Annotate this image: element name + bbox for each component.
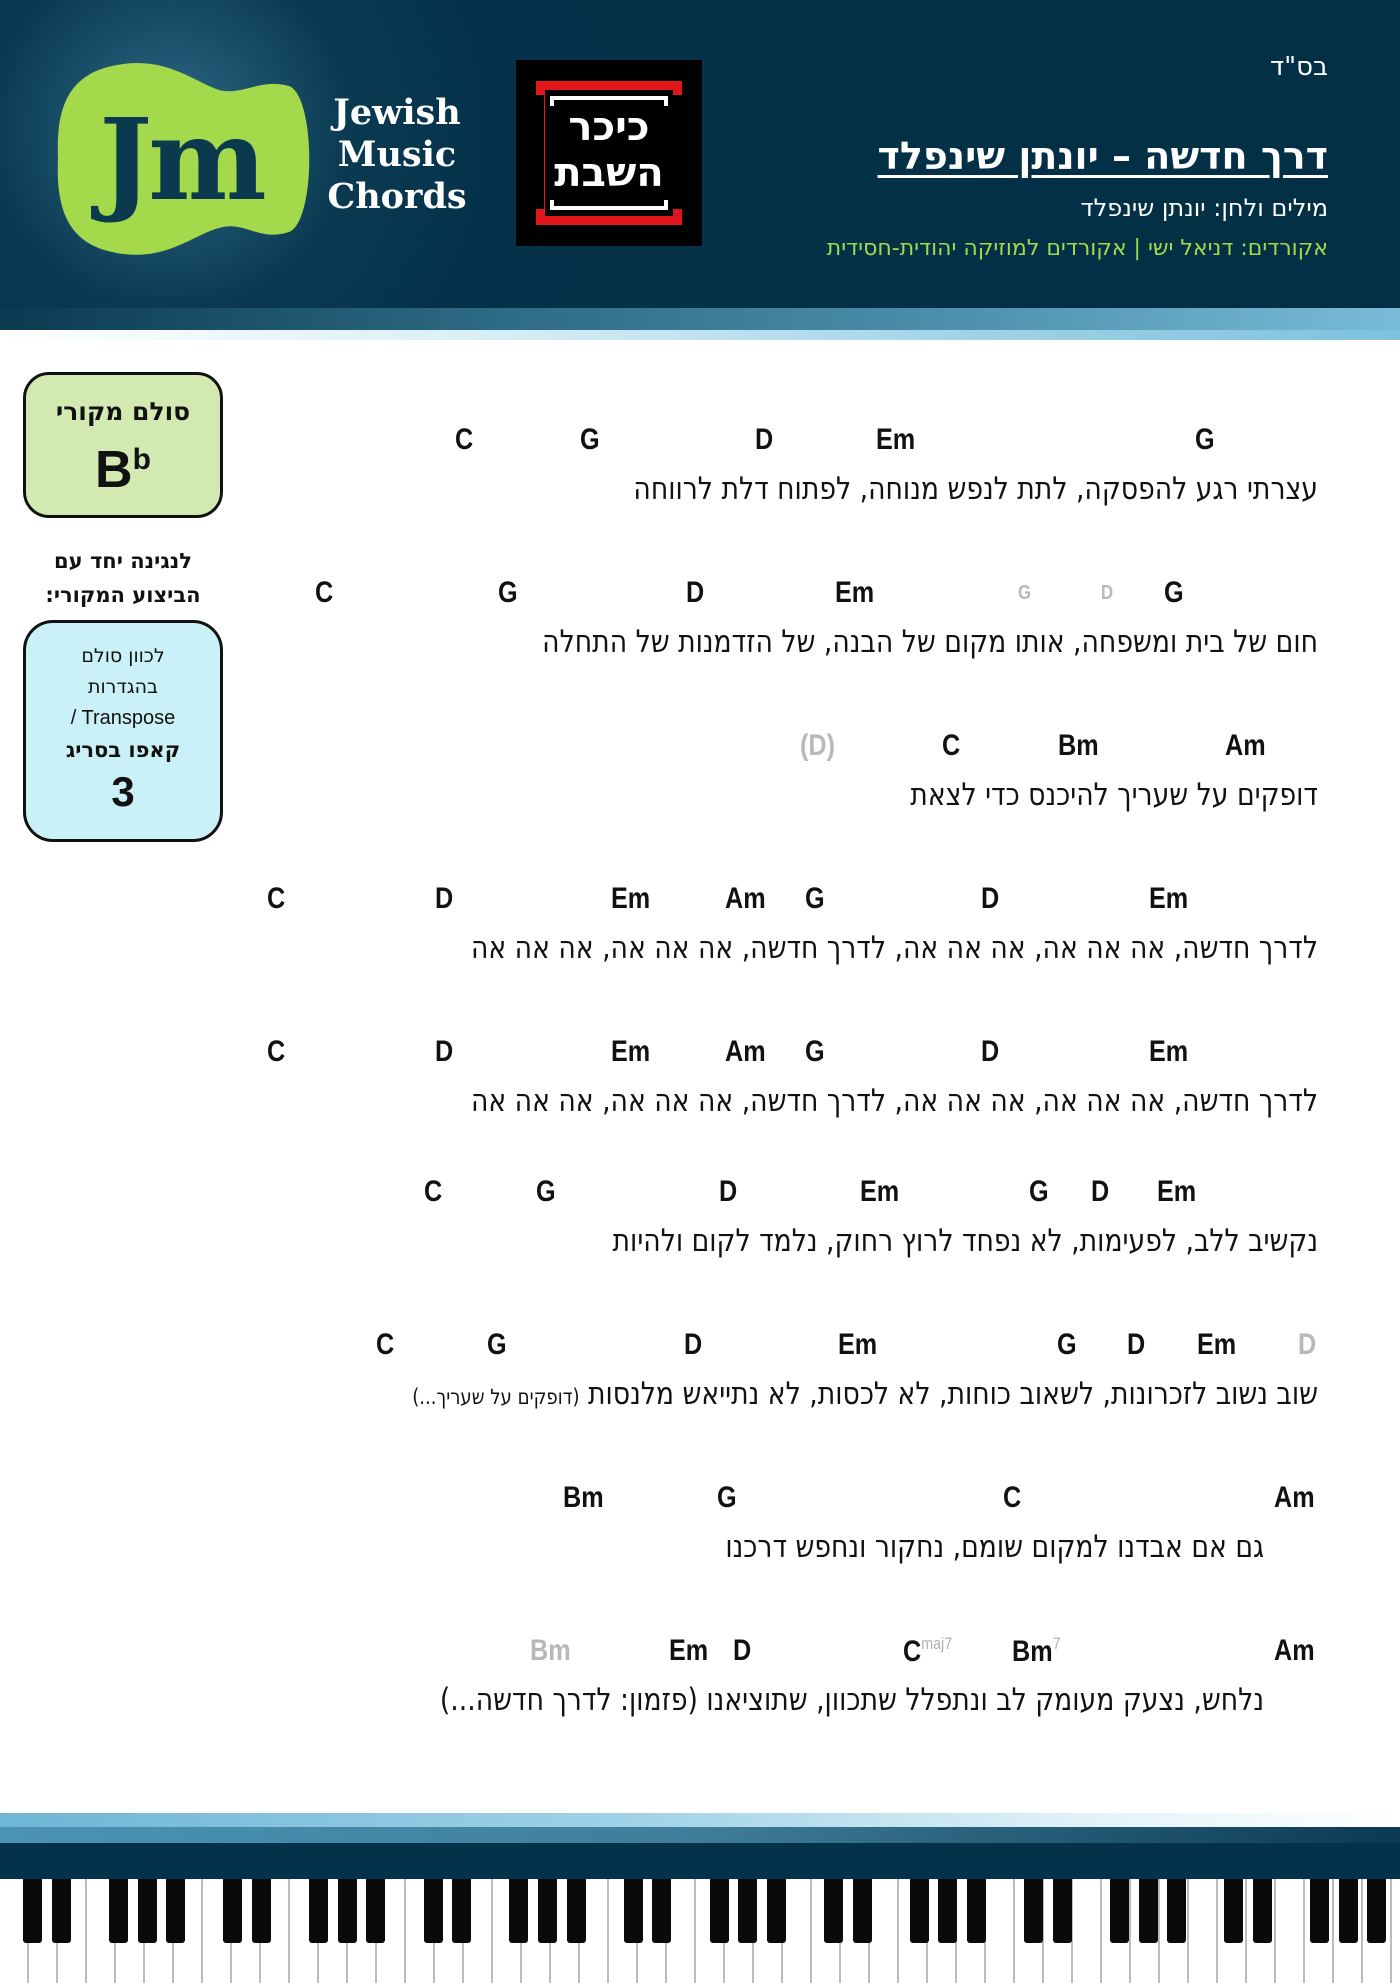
chord-row bbox=[0, 729, 1400, 775]
chord-symbol: D bbox=[1091, 1175, 1110, 1208]
chord-symbol: D bbox=[733, 1634, 752, 1667]
song-line bbox=[0, 882, 1400, 982]
chord-symbol: D bbox=[719, 1175, 738, 1208]
chord-symbol: (D) bbox=[800, 729, 835, 762]
chord-symbol: C bbox=[424, 1175, 443, 1208]
chord-symbol: Bm bbox=[530, 1634, 571, 1667]
chord-extension: maj7 bbox=[921, 1634, 953, 1653]
page-header bbox=[0, 0, 1400, 308]
chord-symbol: C bbox=[376, 1328, 395, 1361]
lyric-line: עצרתי רגע להפסקה, לתת לנפש מנוחה, לפתוח דלת לרווחה bbox=[633, 471, 1318, 507]
chord-symbol: Am bbox=[1274, 1481, 1315, 1514]
chord-symbol: Em bbox=[1149, 882, 1189, 915]
piano-black-key bbox=[1253, 1879, 1272, 1943]
piano-black-key bbox=[567, 1879, 586, 1943]
piano-black-key bbox=[1167, 1879, 1186, 1943]
piano-black-key bbox=[424, 1879, 443, 1943]
piano-black-key bbox=[452, 1879, 471, 1943]
chord-extension: 7 bbox=[1052, 1634, 1061, 1653]
piano-black-key bbox=[1339, 1879, 1358, 1943]
piano-black-key bbox=[767, 1879, 786, 1943]
chord-symbol: D bbox=[684, 1328, 703, 1361]
chord-symbol: G bbox=[1029, 1175, 1049, 1208]
song-title: דרך חדשה – יונתן שינפלד bbox=[877, 134, 1328, 178]
chord-symbol: D bbox=[1298, 1328, 1317, 1361]
chord-row bbox=[0, 882, 1400, 928]
original-key-label: סולם מקורי bbox=[55, 397, 191, 426]
chord-symbol: Em bbox=[669, 1634, 709, 1667]
chord-symbol: Em bbox=[611, 882, 651, 915]
piano-black-key bbox=[166, 1879, 185, 1943]
chord-row bbox=[0, 423, 1400, 469]
chord-symbol: C bbox=[1003, 1481, 1022, 1514]
chord-row bbox=[0, 1634, 1400, 1680]
chord-symbol: Bm bbox=[563, 1481, 604, 1514]
piano-black-key bbox=[910, 1879, 929, 1943]
kikar-logo-text: כיכר השבת bbox=[554, 104, 664, 196]
footer-gradient-band bbox=[0, 1827, 1400, 1843]
capo-label: קאפו בסריג bbox=[65, 738, 181, 762]
chord-row bbox=[0, 576, 1400, 622]
lyric-line: דופקים על שעריך להיכנס כדי לצאת bbox=[910, 777, 1318, 813]
chord-symbol: C bbox=[455, 423, 474, 456]
header-gradient-band-light bbox=[0, 330, 1400, 340]
piano-black-key bbox=[23, 1879, 42, 1943]
piano-black-key bbox=[967, 1879, 986, 1943]
lyric-line: שוב נשוב לזכרונות, לשאוב כוחות, לא לכסות, לא נתייאש מלנסות (דופקים על שעריך...) bbox=[412, 1376, 1318, 1412]
chord-symbol: G bbox=[498, 576, 518, 609]
piano-black-key bbox=[853, 1879, 872, 1943]
chord-row bbox=[0, 1328, 1400, 1374]
lyric-line: נקשיב ללב, לפעימות, לא נפחד לרוץ רחוק, נלמד לקום ולהיות bbox=[612, 1223, 1318, 1259]
piano-black-key bbox=[738, 1879, 757, 1943]
chord-symbol: C bbox=[267, 1035, 286, 1068]
piano-black-key bbox=[1110, 1879, 1129, 1943]
piano-black-key bbox=[309, 1879, 328, 1943]
chord-symbol: Em bbox=[876, 423, 916, 456]
piano-black-key bbox=[652, 1879, 671, 1943]
chord-symbol: Am bbox=[725, 882, 766, 915]
chord-symbol: C bbox=[267, 882, 286, 915]
piano-black-key bbox=[824, 1879, 843, 1943]
chord-symbol: G bbox=[1018, 582, 1032, 604]
chord-symbol: G bbox=[805, 882, 825, 915]
piano-black-key bbox=[252, 1879, 271, 1943]
chord-symbol: G bbox=[487, 1328, 507, 1361]
chord-symbol: D bbox=[1101, 582, 1114, 604]
lyric-line: חום של בית ומשפחה, אותו מקום של הבנה, של הזדמנות של התחלה bbox=[542, 624, 1318, 660]
chord-symbol: D bbox=[435, 1035, 454, 1068]
song-line bbox=[0, 423, 1400, 523]
piano-black-key bbox=[1224, 1879, 1243, 1943]
kikar-hashabat-logo bbox=[516, 60, 702, 246]
lyric-line: לדרך חדשה, אה אה אה, אה אה אה, לדרך חדשה, אה אה אה, אה אה אה bbox=[470, 1083, 1319, 1119]
chord-symbol: Am bbox=[725, 1035, 766, 1068]
chord-symbol: $C^{maj7}$ bbox=[903, 1634, 953, 1668]
footer-gradient-band-light bbox=[0, 1813, 1400, 1827]
lyric-note: (דופקים על שעריך...) bbox=[412, 1385, 580, 1409]
song-line bbox=[0, 1634, 1400, 1734]
chord-symbol: Em bbox=[838, 1328, 878, 1361]
chord-row bbox=[0, 1035, 1400, 1081]
song-line bbox=[0, 576, 1400, 676]
chord-symbol: Em bbox=[611, 1035, 651, 1068]
piano-black-key bbox=[509, 1879, 528, 1943]
song-line bbox=[0, 1035, 1400, 1135]
chord-symbol: Em bbox=[860, 1175, 900, 1208]
lyric-line: נלחש, נצעק מעומק לב ונתפלל שתכוון, שתוציאנו (פזמון: לדרך חדשה...) bbox=[439, 1682, 1264, 1718]
chord-symbol: G bbox=[536, 1175, 556, 1208]
piano-black-key bbox=[366, 1879, 385, 1943]
song-line bbox=[0, 1481, 1400, 1581]
piano-black-key bbox=[1367, 1879, 1386, 1943]
chord-symbol: D bbox=[981, 1035, 1000, 1068]
chord-symbol: G bbox=[1057, 1328, 1077, 1361]
chord-symbol: G bbox=[717, 1481, 737, 1514]
piano-keyboard-decoration bbox=[0, 1879, 1400, 1983]
chord-symbol: D bbox=[1127, 1328, 1146, 1361]
chord-row bbox=[0, 1175, 1400, 1221]
piano-black-key bbox=[223, 1879, 242, 1943]
piano-black-key bbox=[338, 1879, 357, 1943]
piano-black-key bbox=[109, 1879, 128, 1943]
chord-symbol: Bm$^7$ bbox=[1012, 1634, 1061, 1668]
flat-accidental: b bbox=[132, 443, 151, 476]
chord-symbol: Am bbox=[1225, 729, 1266, 762]
playalong-heading: לנגינה יחד עם הביצוע המקורי: bbox=[45, 549, 201, 607]
song-line bbox=[0, 1175, 1400, 1275]
song-line bbox=[0, 1328, 1400, 1428]
chord-symbol: G bbox=[805, 1035, 825, 1068]
song-credits: מילים ולחן: יונתן שינפלד bbox=[1080, 194, 1328, 222]
header-gradient-band bbox=[0, 308, 1400, 330]
chord-symbol: Am bbox=[1274, 1634, 1315, 1667]
piano-black-key bbox=[624, 1879, 643, 1943]
piano-black-key bbox=[1139, 1879, 1158, 1943]
piano-black-key bbox=[938, 1879, 957, 1943]
brand-name: Jewish Music Chords bbox=[327, 92, 467, 217]
chord-symbol: D bbox=[981, 882, 1000, 915]
chord-symbol: D bbox=[755, 423, 774, 456]
jm-monogram: Jm bbox=[99, 94, 263, 226]
capo-fret-value: 3 bbox=[111, 768, 135, 815]
chord-symbol: D bbox=[686, 576, 705, 609]
piano-black-key bbox=[1310, 1879, 1329, 1943]
piano-black-key bbox=[710, 1879, 729, 1943]
chord-symbol: D bbox=[435, 882, 454, 915]
chord-symbol: Em bbox=[835, 576, 875, 609]
chord-symbol: C bbox=[942, 729, 961, 762]
piano-black-key bbox=[1024, 1879, 1043, 1943]
chord-symbol: Em bbox=[1197, 1328, 1237, 1361]
original-key-value: $B^b$ bbox=[95, 441, 151, 499]
piano-black-key bbox=[538, 1879, 557, 1943]
chord-symbol: Em bbox=[1149, 1035, 1189, 1068]
chord-row bbox=[0, 1481, 1400, 1527]
piano-black-key bbox=[1053, 1879, 1072, 1943]
chord-symbol: G bbox=[580, 423, 600, 456]
chord-symbol: Em bbox=[1157, 1175, 1197, 1208]
piano-black-key bbox=[138, 1879, 157, 1943]
chord-symbol: Bm bbox=[1058, 729, 1099, 762]
song-line bbox=[0, 729, 1400, 829]
footer-dark-bar bbox=[0, 1843, 1400, 1879]
piano-black-key bbox=[52, 1879, 71, 1943]
chord-symbol: C bbox=[315, 576, 334, 609]
jewish-music-chords-logo bbox=[54, 52, 314, 262]
chord-symbol: G bbox=[1195, 423, 1215, 456]
lyric-line: גם אם אבדנו למקום שומם, נחקור ונחפש דרכנו bbox=[725, 1529, 1264, 1565]
lyric-line: לדרך חדשה, אה אה אה, אה אה אה, לדרך חדשה, אה אה אה, אה אה אה bbox=[470, 930, 1319, 966]
capo-box: לכוון סולם בהגדרות / Transpose קאפו בסריג 3 bbox=[23, 620, 223, 842]
chord-symbol: G bbox=[1164, 576, 1184, 609]
chords-credit: אקורדים: דניאל ישי | אקורדים למוזיקה יהודית-חסידית bbox=[826, 236, 1328, 261]
bsd-mark: בס"ד bbox=[1269, 52, 1328, 82]
